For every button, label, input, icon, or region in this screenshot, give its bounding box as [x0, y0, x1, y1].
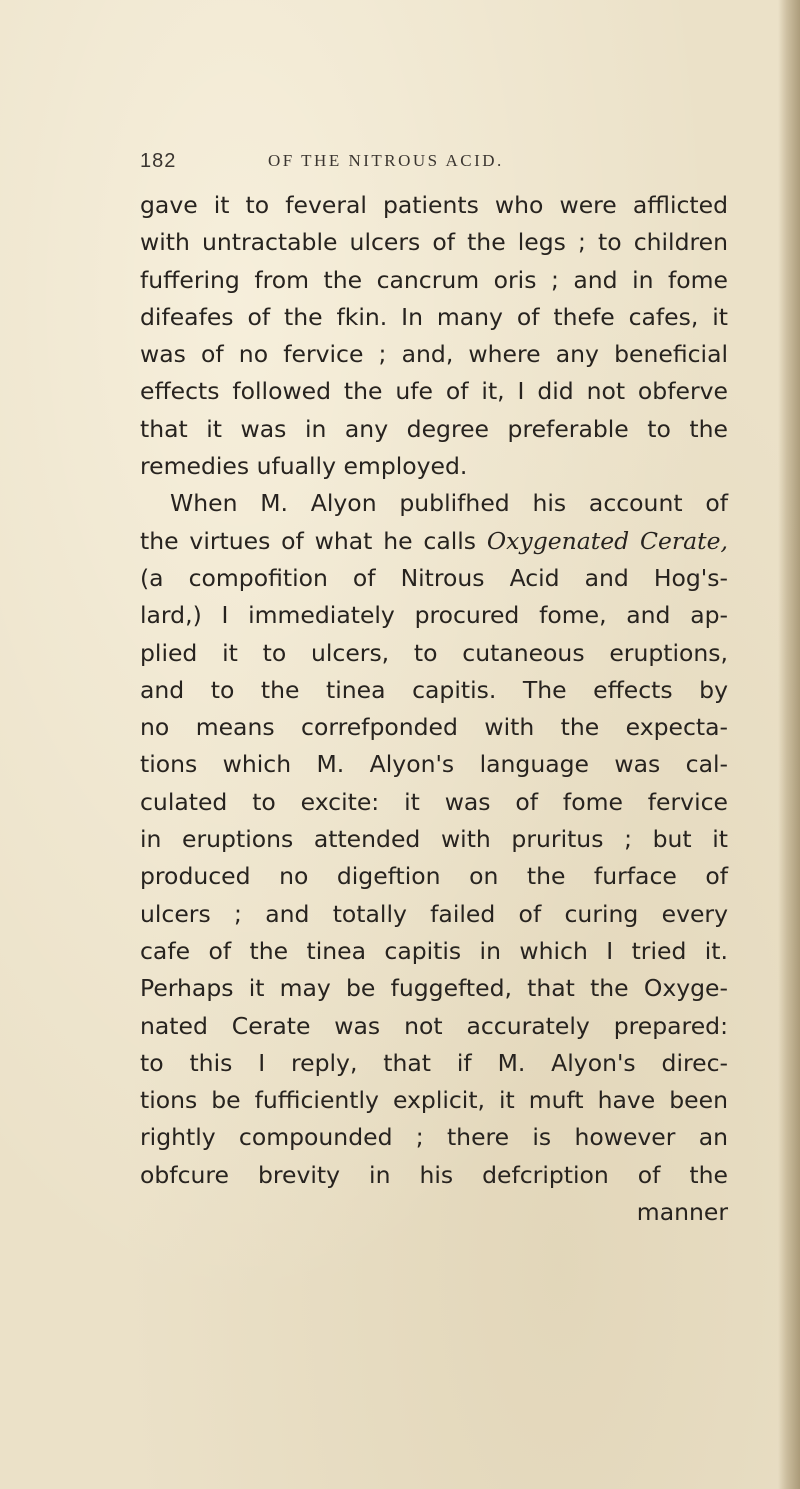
text-line: culated to excite: it was of fome fervice [140, 787, 728, 816]
text-line: that it was in any degree preferable to the [140, 414, 728, 443]
text-line: remedies ufually employed. [140, 452, 468, 481]
text-line: (a compofition of Nitrous Acid and Hog's- [140, 563, 728, 592]
text-line: When M. Alyon publifhed his account of [170, 489, 728, 518]
text-line: difeafes of the fkin. In many of thefe cafes, it [140, 302, 728, 331]
text-line: fuffering from the cancrum oris ; and in fome [140, 265, 728, 294]
text-line: was of no fervice ; and, where any beneficial [140, 340, 728, 369]
page-edge-shadow [778, 0, 800, 1489]
text-line: to this I reply, that if M. Alyon's direc- [140, 1048, 728, 1077]
page-number: 182 [140, 150, 177, 172]
text-line: Perhaps it may be fuggefted, that the Oxyge- [140, 974, 728, 1003]
page-header [140, 150, 700, 180]
text-line: no means correfponded with the expecta- [140, 713, 728, 742]
text-line: nated Cerate was not accurately prepared: [140, 1011, 728, 1040]
text-line: tions be fufficiently explicit, it muft have been [140, 1086, 728, 1115]
text-line: tions which M. Alyon's language was cal- [140, 750, 728, 779]
text-line: plied it to ulcers, to cutaneous eruptions, [140, 638, 728, 667]
text-line: gave it to feveral patients who were afflicted [140, 191, 728, 219]
text-line: produced no digeftion on the furface of [140, 862, 728, 891]
text-line: with untractable ulcers of the legs ; to children [140, 228, 728, 257]
text-line-with-italic [140, 523, 728, 560]
body-text [140, 187, 728, 1231]
text-line: lard,) I immediately procured fome, and ap- [140, 601, 728, 630]
text-line: effects followed the ufe of it, I did not obferve [140, 377, 728, 406]
text-line: and to the tinea capitis. The effects by [140, 675, 728, 704]
italic-term: Oxygenated Cerate, [486, 526, 728, 555]
catchword: manner [636, 1198, 728, 1227]
text-line: in eruptions attended with pruritus ; but it [140, 825, 728, 854]
text-line: rightly compounded ; there is however an [140, 1123, 728, 1152]
text-line: cafe of the tinea capitis in which I tried it. [140, 936, 728, 965]
running-title: OF THE NITROUS ACID. [268, 151, 504, 170]
text-line: obfcure brevity in his defcription of the [140, 1160, 728, 1189]
text-line: ulcers ; and totally failed of curing every [140, 899, 728, 928]
text-fragment: the virtues of what he calls [140, 526, 487, 555]
